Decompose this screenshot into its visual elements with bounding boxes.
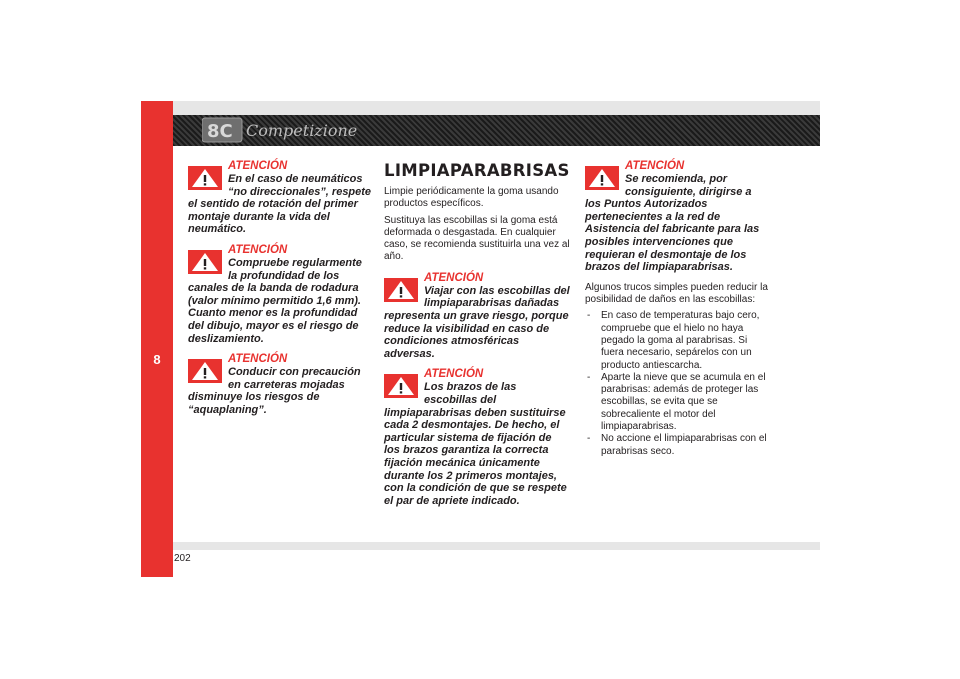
column-middle [384, 160, 570, 515]
list-marker: - [587, 310, 591, 322]
list-marker: - [587, 371, 591, 383]
warning-text: Conducir con precaución en carreteras mojadas disminuye los riesgos de “aquaplaning”. [188, 366, 361, 416]
warning-text: Viajar con las escobillas del limpiaparabrisas dañadas representa un grave riesgo, porque reduce la visibilidad en caso de condiciones atmosféricas adversas. [384, 284, 570, 360]
page-number: 202 [174, 553, 191, 564]
warning-triangle-icon [384, 374, 418, 398]
brand-logo [202, 117, 382, 143]
warning-block [188, 353, 374, 416]
warning-text: Se recomienda, por consiguiente, dirigirse a los Puntos Autorizados pertenecientes a la red de Asistencia del fabricante para las posibles intervenciones que requieran el desmontaje de los brazos del limpiaparabrisas. [585, 173, 760, 274]
svg-text:8C: 8C [207, 121, 233, 142]
list-marker: - [587, 433, 591, 445]
warning-title: ATENCIÓN [228, 353, 288, 366]
list-item [585, 310, 770, 371]
warning-triangle-icon [384, 278, 418, 302]
warning-triangle-icon [188, 166, 222, 190]
warning-block [384, 368, 570, 507]
warning-triangle-icon [585, 166, 619, 190]
warning-text: Compruebe regularmente la profundidad de los canales de la banda de rodadura (valor mínimo permitido 1,6 mm). Cuanto menor es la profundidad del dibujo, mayor es el riesgo de deslizamiento. [188, 256, 362, 345]
warning-title: ATENCIÓN [625, 160, 685, 172]
list-item-text: En caso de temperaturas bajo cero, compruebe que el hielo no haya pegado la goma al parabrisas. Si fuera necesario, sepárelos con un producto antiescarcha. [601, 310, 760, 371]
chapter-side-bar [141, 101, 173, 577]
warning-triangle-icon [188, 359, 222, 383]
footer-strip [173, 542, 820, 550]
header-strip [173, 101, 820, 115]
warning-title: ATENCIÓN [228, 243, 288, 256]
warning-text: Los brazos de las escobillas del limpiaparabrisas deben sustituirse cada 2 desmontajes. De hecho, el particular sistema de fijación de los brazos garantiza la correcta fijación mecánica únicamente durante los 2 primeros montajes, con la condición de que se respete el par de apriete indicado. [384, 381, 567, 507]
column-right [585, 160, 770, 458]
warning-block [384, 272, 570, 361]
section-title: LIMPIAPARABRISAS [384, 161, 570, 180]
warning-block [188, 160, 374, 236]
body-paragraph: Limpie periódicamente la goma usando productos específicos. [384, 186, 559, 210]
chapter-number: 8 [153, 352, 161, 367]
warning-title: ATENCIÓN [424, 271, 484, 284]
warning-triangle-icon [188, 250, 222, 274]
list-item-text: Aparte la nieve que se acumula en el parabrisas: además de proteger las escobillas, se evita que se sobrecaliente el motor del limpiaparabrisas. [601, 371, 766, 433]
body-paragraph: Sustituya las escobillas si la goma está deformada o desgastada. En cualquier caso, se recomienda sustituirla una vez al año. [384, 214, 570, 263]
warning-block [188, 244, 374, 345]
warning-block [585, 160, 770, 274]
list-item [585, 372, 770, 433]
list-item [585, 433, 770, 458]
warning-title: ATENCIÓN [424, 368, 484, 381]
svg-text:Competizione: Competizione [246, 121, 358, 140]
body-paragraph: Algunos trucos simples pueden reducir la posibilidad de daños en las escobillas: [585, 281, 768, 306]
column-left [188, 160, 374, 425]
warning-title: ATENCIÓN [228, 160, 288, 172]
tips-list [585, 310, 770, 458]
list-item-text: No accione el limpiaparabrisas con el parabrisas seco. [601, 433, 767, 457]
warning-text: En el caso de neumáticos “no direccionales”, respete el sentido de rotación del primer montaje durante la vida del neumático. [188, 173, 372, 236]
